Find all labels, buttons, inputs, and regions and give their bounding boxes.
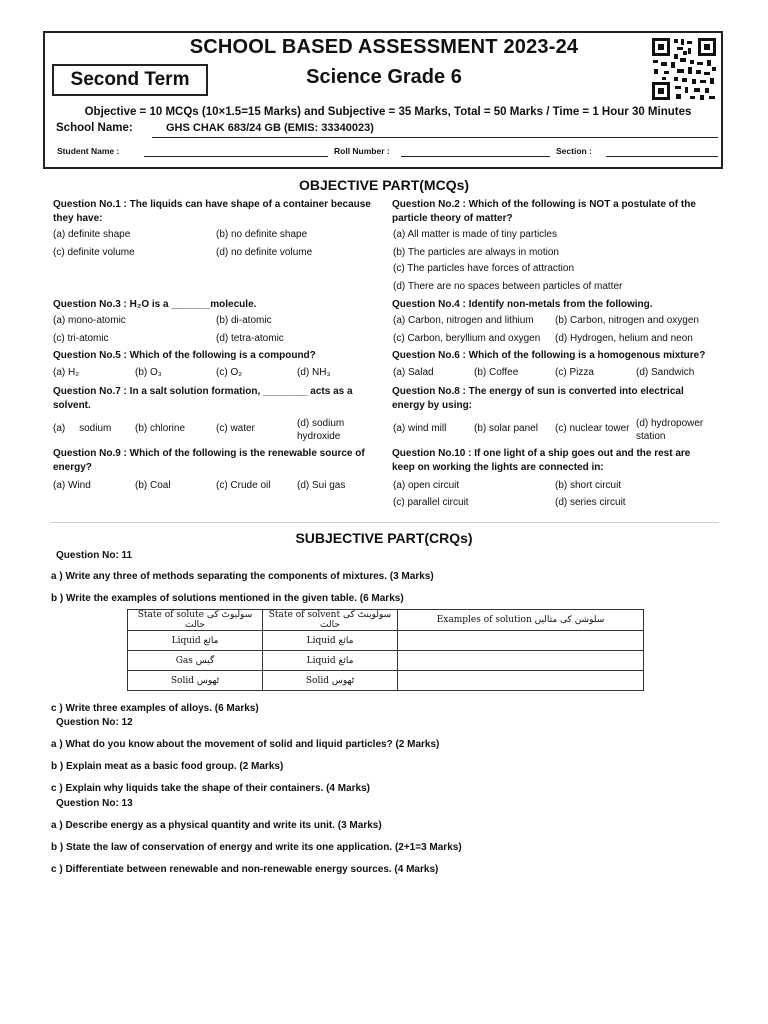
option: (c) water — [216, 423, 255, 434]
option: (a) Wind — [53, 480, 91, 491]
term-box: Second Term — [52, 64, 208, 96]
question-2: Question No.2 : Which of the following is NOT a postulate of the particle theory of matter? — [392, 199, 696, 224]
question-9: Question No.9 : Which of the following is the renewable source of energy? — [53, 448, 365, 473]
question-11b: b ) Write the examples of solutions mentioned in the given table. (6 Marks) — [51, 593, 404, 604]
question-13b: b ) State the law of conservation of energy and write its one application. (2+1=3 Marks) — [51, 842, 462, 853]
divider — [51, 522, 719, 523]
option: (b) Carbon, nitrogen and oxygen — [555, 315, 699, 326]
student-name-label: Student Name : — [57, 146, 120, 156]
question-12b: b ) Explain meat as a basic food group. (2 Marks) — [51, 761, 284, 772]
option: (c) The particles have forces of attraction — [393, 263, 575, 274]
roll-number-field[interactable] — [401, 156, 550, 157]
table-header-row — [128, 610, 644, 631]
option: (d) Sandwich — [636, 367, 695, 378]
table-header: State of solute سولیوٹ کی حالت — [128, 610, 263, 631]
option: (a) wind mill — [393, 423, 447, 434]
table-row — [128, 671, 644, 691]
section-label: Section : — [556, 146, 592, 156]
question-12a: a ) What do you know about the movement of solid and liquid particles? (2 Marks) — [51, 739, 440, 750]
section-field[interactable] — [606, 156, 718, 157]
option: (d) NH₃ — [297, 367, 331, 378]
option: (b) no definite shape — [216, 229, 308, 240]
table-cell: Solid ٹھوس — [128, 671, 263, 691]
table-header: State of solvent سولوینٹ کی حالت — [263, 610, 398, 631]
table-cell: Gas گیس — [128, 651, 263, 671]
option: (d) no definite volume — [216, 247, 313, 258]
school-label: School Name: — [56, 122, 133, 134]
question-8: Question No.8 : The energy of sun is converted into electrical energy by using: — [392, 386, 684, 411]
qr-code-icon — [650, 36, 718, 102]
option: (a) H₂ — [53, 367, 80, 378]
option: (b) chlorine — [135, 423, 186, 434]
question-12c: c ) Explain why liquids take the shape of their containers. (4 Marks) — [51, 783, 370, 794]
option: (c) definite volume — [53, 247, 135, 258]
table-header: Examples of solution سلوشن کی مثالیں — [398, 610, 644, 631]
question-5: Question No.5 : Which of the following is a compound? — [53, 350, 316, 361]
option: (a) Salad — [393, 367, 434, 378]
objective-line: Objective = 10 MCQs (10×1.5=15 Marks) and Subjective = 35 Marks, Total = 50 Marks / Time = 1 Hour 30 Minutes — [84, 106, 692, 118]
option: (c) parallel circuit — [393, 497, 469, 508]
question-13-label: Question No: 13 — [56, 798, 133, 809]
option: (b) Coal — [135, 480, 171, 491]
option: (b) short circuit — [555, 480, 622, 491]
table-cell: Solid ٹھوس — [263, 671, 398, 691]
option: (d) sodium hydroxide — [297, 418, 345, 442]
option: (d) series circuit — [555, 497, 626, 508]
table-row — [128, 631, 644, 651]
option: (c) Crude oil — [216, 480, 271, 491]
question-6: Question No.6 : Which of the following is a homogenous mixture? — [392, 350, 706, 361]
question-13a: a ) Describe energy as a physical quantity and write its unit. (3 Marks) — [51, 820, 382, 831]
question-11-label: Question No: 11 — [56, 550, 133, 561]
option: (c) Pizza — [555, 367, 594, 378]
question-3: Question No.3 : H₂O is a _______molecule. — [53, 299, 257, 310]
option: (d) hydropower station — [636, 418, 704, 442]
option: (d) Sui gas — [297, 480, 346, 491]
answer-cell[interactable] — [398, 671, 644, 691]
option: (d) There are no spaces between particles of matter — [393, 281, 623, 292]
solutions-table — [127, 609, 644, 691]
option: (b) O₃ — [135, 367, 162, 378]
option: (d) tetra-atomic — [216, 333, 284, 344]
option: (b) solar panel — [474, 423, 538, 434]
option: (a) Carbon, nitrogen and lithium — [393, 315, 534, 326]
divider — [152, 137, 718, 138]
question-13c: c ) Differentiate between renewable and non-renewable energy sources. (4 Marks) — [51, 864, 439, 875]
table-row — [128, 651, 644, 671]
question-12-label: Question No: 12 — [56, 717, 133, 728]
option: (c) O₂ — [216, 367, 243, 378]
subjective-heading: SUBJECTIVE PART(CRQs) — [295, 530, 473, 546]
option: (a) open circuit — [393, 480, 460, 491]
option: (d) Hydrogen, helium and neon — [555, 333, 693, 344]
subject-title: Science Grade 6 — [306, 66, 462, 88]
option: (a) All matter is made of tiny particles — [393, 229, 557, 240]
question-10: Question No.10 : If one light of a ship goes out and the rest are keep on working the lights are connected in: — [392, 448, 691, 473]
option: (c) Carbon, beryllium and oxygen — [393, 333, 541, 344]
option: (a) definite shape — [53, 229, 131, 240]
objective-heading: OBJECTIVE PART(MCQs) — [298, 177, 470, 193]
roll-number-label: Roll Number : — [334, 146, 390, 156]
answer-cell[interactable] — [398, 631, 644, 651]
question-4: Question No.4 : Identify non-metals from the following. — [392, 299, 653, 310]
student-name-field[interactable] — [144, 156, 328, 157]
question-7: Question No.7 : In a salt solution formation, ________ acts as a solvent. — [53, 386, 353, 411]
question-11c: c ) Write three examples of alloys. (6 Marks) — [51, 703, 259, 714]
option: (b) di-atomic — [216, 315, 272, 326]
table-cell: Liquid مائع — [263, 651, 398, 671]
question-1: Question No.1 : The liquids can have shape of a container because they have: — [53, 199, 371, 224]
table-cell: Liquid مائع — [263, 631, 398, 651]
table-cell: Liquid مائع — [128, 631, 263, 651]
answer-cell[interactable] — [398, 651, 644, 671]
page-title: SCHOOL BASED ASSESSMENT 2023-24 — [189, 36, 579, 58]
school-value: GHS CHAK 683/24 GB (EMIS: 33340023) — [166, 122, 374, 134]
option: (c) nuclear tower — [555, 423, 630, 434]
option: (c) tri-atomic — [53, 333, 109, 344]
option: (a) mono-atomic — [53, 315, 126, 326]
option: (b) The particles are always in motion — [393, 247, 559, 258]
option: (b) Coffee — [474, 367, 519, 378]
option: (a) sodium — [53, 423, 112, 434]
question-11a: a ) Write any three of methods separating the components of mixtures. (3 Marks) — [51, 571, 434, 582]
